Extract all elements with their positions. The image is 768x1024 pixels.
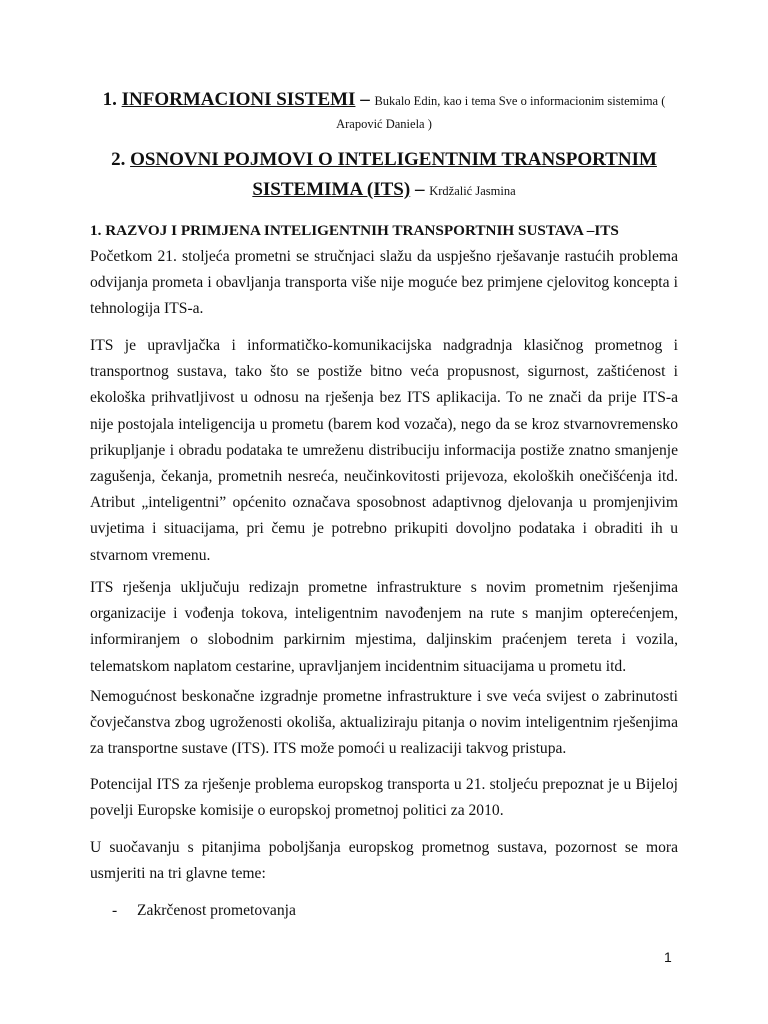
heading-title-line2: SISTEMIMA (ITS): [252, 179, 411, 200]
list-bullet: -: [112, 902, 118, 919]
heading-author-continued: Arapović Daniela ): [336, 117, 432, 131]
list-item: [112, 898, 296, 924]
heading-title: INFORMACIONI SISTEMI: [121, 89, 356, 110]
heading-number: 1.: [102, 89, 117, 110]
heading-title-line1: OSNOVNI POJMOVI O INTELIGENTNIM TRANSPORTNIM: [130, 149, 657, 170]
paragraph: Početkom 21. stoljeća prometni se stručnjaci slažu da uspješno rješavanje rastućih problema odvijanja prometa i obavljanja transporta više nije moguće bez primjene cjelovitog koncepta i tehnologija ITS-a.: [90, 248, 678, 318]
heading-number: 2.: [111, 149, 126, 170]
topic-list: [112, 898, 296, 924]
paragraph: Nemogućnost beskonačne izgradnje prometne infrastrukture i sve veća svijest o zabrinutosti čovječanstva zbog ugroženosti okoliša, aktualiziraju pitanja o novim inteligentnim rješenjima za transportne sustave (ITS). ITS može pomoći u realizaciji takvog pristupa.: [90, 688, 678, 758]
paragraph: ITS rješenja uključuju redizajn prometne infrastrukture s novim prometnim rješenjima organizacije i vođenja tokova, inteligentnim navođenjem na rute s manjim opterećenjem, informiranjem o slobodnim parkirnim mjestima, daljinskim praćenjem tereta i vozila, telematskom naplatom cestarine, upravljanjem incidentnim situacijama u prometu itd.: [90, 579, 678, 675]
heading-dash: –: [360, 89, 370, 110]
heading-dash: –: [414, 179, 425, 200]
section-heading: 1. RAZVOJ I PRIMJENA INTELIGENTNIH TRANSPORTNIH SUSTAVA –ITS: [90, 222, 619, 239]
paragraph: U suočavanju s pitanjima poboljšanja europskog prometnog sustava, pozornost se mora usmjeriti na tri glavne teme:: [90, 839, 678, 883]
heading-informacioni-sistemi: [90, 87, 678, 114]
paragraph: ITS je upravljačka i informatičko-komunikacijska nadgradnja klasičnog prometnog i transportnog sustava, tako što se postiže bitno veća propusnost, sigurnost, zaštićenost i ekološka prihvatljivost u odnosu na rješenja bez ITS aplikacija. To ne znači da prije ITS-a nije postojala inteligencija u prometu (barem kod vozača), nego da se kroz stvarnovremensko prikupljanje i obradu podataka te umreženu distribuciju informacija postiže znatno smanjenje zagušenja, čekanja, prometnih nesreća, neučinkovitosti prijevoza, ekoloških onečišćenja itd. Atribut „inteligentni” općenito označava sposobnost adaptivnog djelovanja u promjenjivim uvjetima i situacijama, pri čemu je potrebno prikupiti dovoljno podataka i obraditi ih u stvarnom vremenu.: [90, 337, 678, 564]
list-item-text: Zakrčenost prometovanja: [137, 902, 296, 919]
heading-osnovni-pojmovi: [90, 145, 678, 206]
page-number: 1: [664, 949, 672, 965]
paragraph: Potencijal ITS za rješenje problema europskog transporta u 21. stoljeću prepoznat je u Bijeloj povelji Europske komisije o europskoj prometnoj politici za 2010.: [90, 776, 678, 820]
heading-author: Bukalo Edin, kao i tema Sve o informacionim sistemima (: [374, 94, 666, 108]
heading-author: Krdžalić Jasmina: [429, 184, 516, 198]
